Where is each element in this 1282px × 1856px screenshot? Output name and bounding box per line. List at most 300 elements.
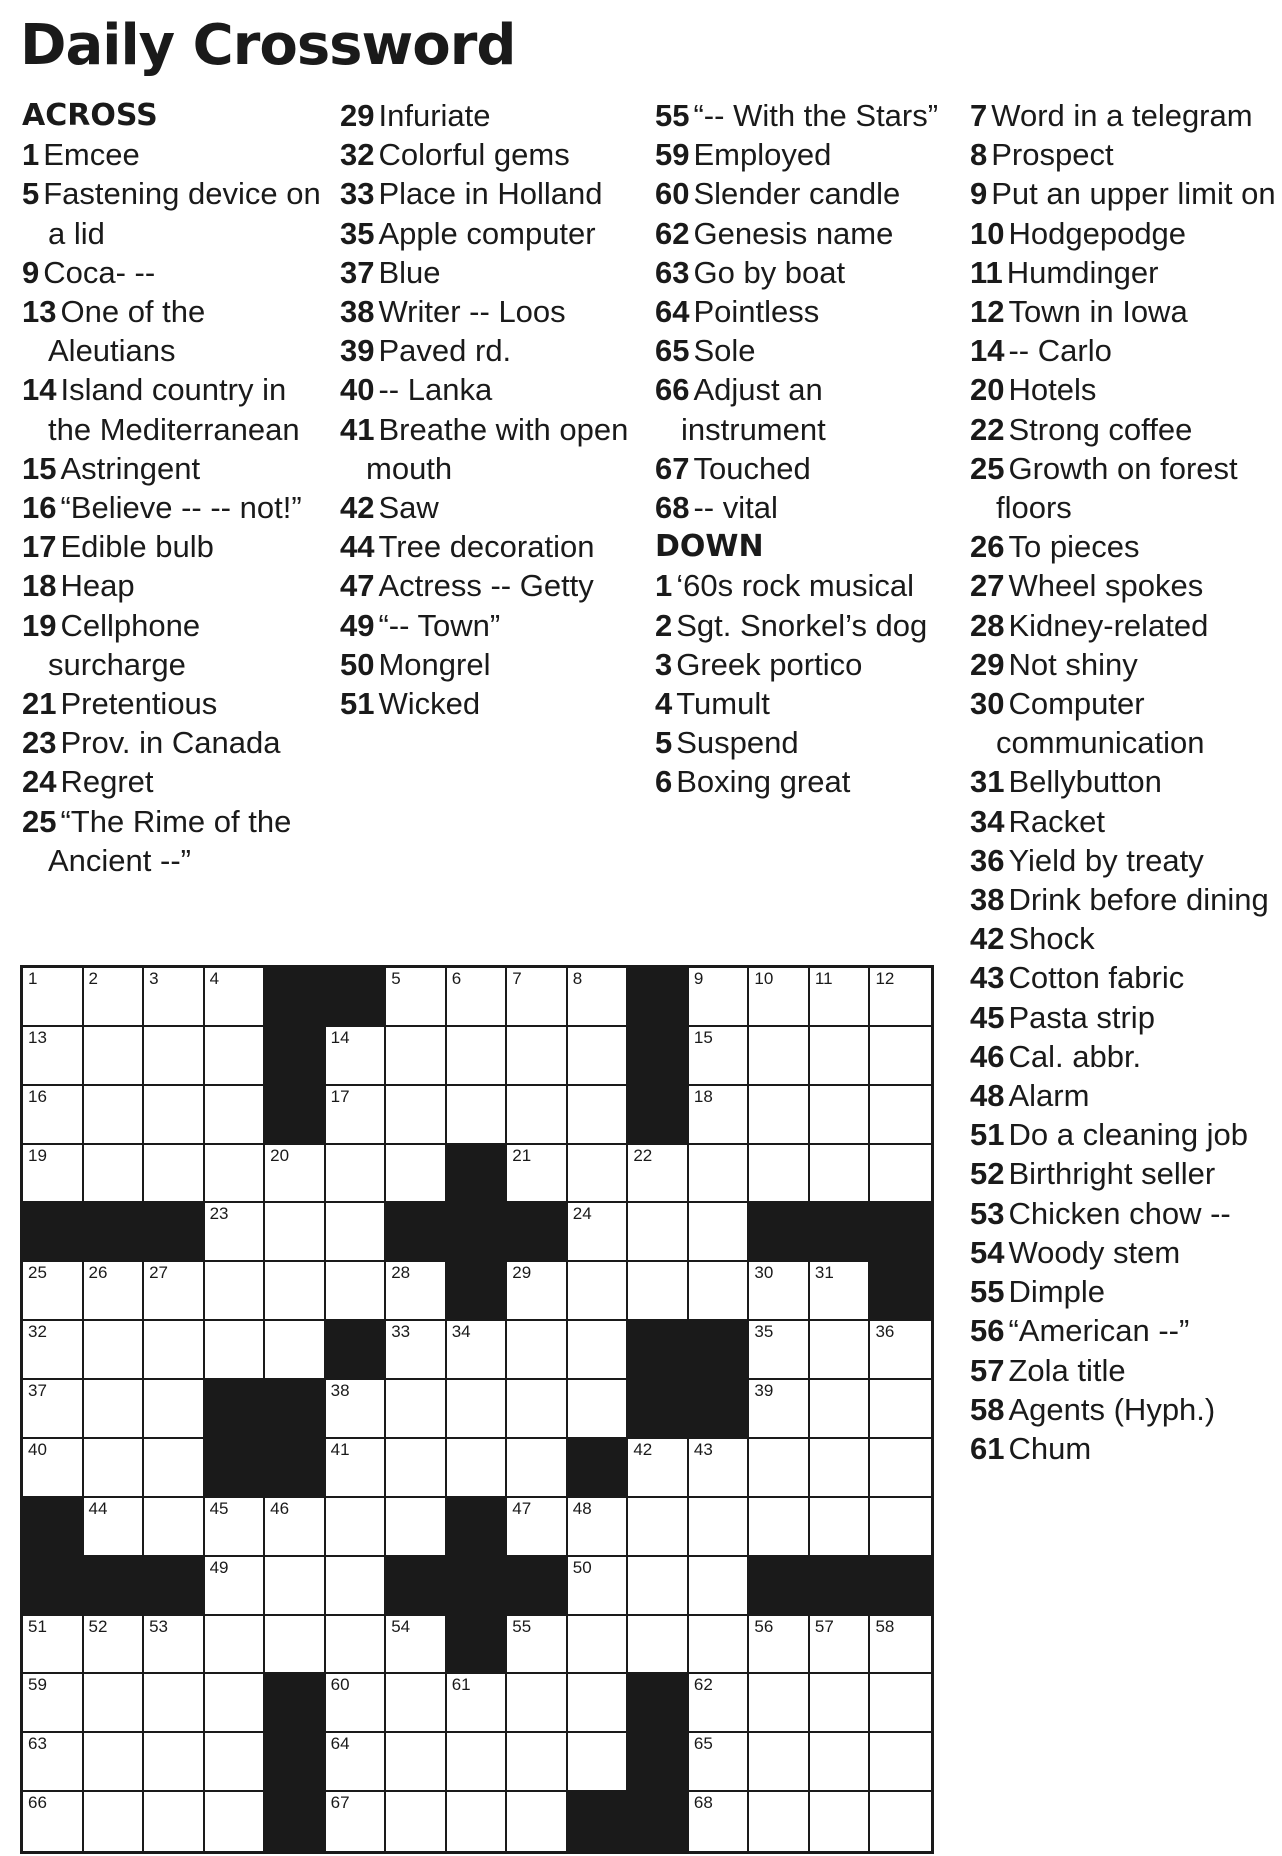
down-clue-43[interactable] xyxy=(970,958,1280,997)
grid-cell[interactable] xyxy=(447,1674,508,1733)
grid-cell[interactable] xyxy=(870,1380,931,1439)
down-clue-54[interactable] xyxy=(970,1233,1280,1272)
grid-cell[interactable] xyxy=(386,968,447,1027)
grid-cell[interactable] xyxy=(386,1439,447,1498)
clue-text: Sole xyxy=(693,333,756,369)
across-clue-42[interactable] xyxy=(340,488,640,527)
cell-number: 10 xyxy=(754,969,774,988)
cell-number: 9 xyxy=(693,969,704,988)
grid-cell[interactable] xyxy=(870,1027,931,1086)
grid-cell[interactable] xyxy=(810,1792,871,1851)
down-clue-30[interactable] xyxy=(970,684,1280,762)
clue-text: Paved rd. xyxy=(378,333,512,369)
grid-cell[interactable] xyxy=(870,1321,931,1380)
grid-cell[interactable] xyxy=(144,1321,205,1380)
across-clue-19[interactable] xyxy=(22,606,322,684)
grid-cell[interactable] xyxy=(568,1733,629,1792)
grid-cell[interactable] xyxy=(749,1380,810,1439)
grid-cell[interactable] xyxy=(870,1086,931,1145)
clue-number: 37 xyxy=(340,254,375,290)
down-clue-48[interactable] xyxy=(970,1076,1280,1115)
down-clue-5[interactable] xyxy=(655,723,955,762)
grid-cell[interactable] xyxy=(870,1733,931,1792)
grid-cell-black xyxy=(628,1027,689,1086)
grid-cell[interactable] xyxy=(870,1616,931,1675)
grid-cell[interactable] xyxy=(23,1262,84,1321)
clue-text: Word in a telegram xyxy=(991,98,1253,133)
grid-cell[interactable] xyxy=(23,1321,84,1380)
down-clue-4[interactable] xyxy=(655,684,955,723)
clue-number: 55 xyxy=(655,98,690,133)
grid-cell[interactable] xyxy=(265,1616,326,1675)
grid-cell[interactable] xyxy=(689,1203,750,1262)
grid-cell[interactable] xyxy=(386,1792,447,1851)
grid-cell[interactable] xyxy=(386,1262,447,1321)
grid-cell[interactable] xyxy=(265,1557,326,1616)
grid-cell[interactable] xyxy=(568,1027,629,1086)
across-clue-65[interactable] xyxy=(655,331,955,370)
across-clue-15[interactable] xyxy=(22,449,322,488)
grid-cell[interactable] xyxy=(810,1262,871,1321)
grid-cell[interactable] xyxy=(749,1027,810,1086)
across-clue-37[interactable] xyxy=(340,253,640,292)
down-clue-20[interactable] xyxy=(970,370,1280,409)
grid-cell[interactable] xyxy=(870,1498,931,1557)
grid-cell[interactable] xyxy=(749,1616,810,1675)
grid-cell[interactable] xyxy=(689,968,750,1027)
grid-cell[interactable] xyxy=(749,1262,810,1321)
grid-cell[interactable] xyxy=(507,1674,568,1733)
down-clue-38[interactable] xyxy=(970,880,1280,919)
grid-cell[interactable] xyxy=(326,1557,387,1616)
grid-cell[interactable] xyxy=(205,1086,266,1145)
grid-cell[interactable] xyxy=(749,1321,810,1380)
grid-cell[interactable] xyxy=(870,1674,931,1733)
grid-cell[interactable] xyxy=(870,1145,931,1204)
across-clue-39[interactable] xyxy=(340,331,640,370)
grid-cell[interactable] xyxy=(23,1027,84,1086)
clue-number: 44 xyxy=(340,529,375,565)
across-clue-24[interactable] xyxy=(22,762,322,801)
grid-cell[interactable] xyxy=(507,1792,568,1851)
across-clue-60[interactable] xyxy=(655,174,955,213)
grid-cell[interactable] xyxy=(84,1792,145,1851)
grid-cell[interactable] xyxy=(265,1203,326,1262)
clue-number: 2 xyxy=(655,607,673,643)
clue-number: 38 xyxy=(970,882,1005,918)
grid-cell-black xyxy=(265,1380,326,1439)
cell-number: 35 xyxy=(754,1322,774,1342)
down-clue-14[interactable] xyxy=(970,331,1280,370)
grid-cell[interactable] xyxy=(386,1086,447,1145)
grid-cell[interactable] xyxy=(568,1674,629,1733)
grid-cell[interactable] xyxy=(507,968,568,1027)
grid-cell[interactable] xyxy=(205,1321,266,1380)
across-clue-1[interactable] xyxy=(22,135,322,174)
down-clue-12[interactable] xyxy=(970,292,1280,331)
grid-cell[interactable] xyxy=(84,1439,145,1498)
down-clue-51[interactable] xyxy=(970,1115,1280,1154)
down-clue-3[interactable] xyxy=(655,645,955,684)
across-clue-16[interactable] xyxy=(22,488,322,527)
down-clue-52[interactable] xyxy=(970,1154,1280,1193)
grid-cell[interactable] xyxy=(205,1145,266,1204)
across-clue-21[interactable] xyxy=(22,684,322,723)
across-clue-68[interactable] xyxy=(655,488,955,527)
across-clue-35[interactable] xyxy=(340,214,640,253)
grid-cell[interactable] xyxy=(568,1380,629,1439)
grid-cell[interactable] xyxy=(326,1674,387,1733)
down-clue-57[interactable] xyxy=(970,1351,1280,1390)
cell-number: 33 xyxy=(391,1322,411,1342)
grid-cell[interactable] xyxy=(870,1439,931,1498)
down-clue-36[interactable] xyxy=(970,841,1280,880)
grid-cell[interactable] xyxy=(507,1321,568,1380)
across-clue-67[interactable] xyxy=(655,449,955,488)
down-clue-2[interactable] xyxy=(655,606,955,645)
grid-cell[interactable] xyxy=(447,1027,508,1086)
grid-cell[interactable] xyxy=(23,968,84,1027)
across-clue-33[interactable] xyxy=(340,174,640,213)
down-clue-6[interactable] xyxy=(655,762,955,801)
down-clue-53[interactable] xyxy=(970,1194,1280,1233)
down-clue-8[interactable] xyxy=(970,135,1280,174)
grid-cell[interactable] xyxy=(205,1792,266,1851)
grid-cell[interactable] xyxy=(326,1380,387,1439)
down-clue-28[interactable] xyxy=(970,606,1280,645)
down-clue-9[interactable] xyxy=(970,174,1280,213)
grid-cell[interactable] xyxy=(689,1027,750,1086)
across-clue-17[interactable] xyxy=(22,527,322,566)
grid-cell[interactable] xyxy=(84,1145,145,1204)
down-clue-27[interactable] xyxy=(970,566,1280,605)
grid-cell-black xyxy=(628,1086,689,1145)
grid-cell[interactable] xyxy=(144,1262,205,1321)
grid-cell[interactable] xyxy=(84,968,145,1027)
grid-cell[interactable] xyxy=(386,1733,447,1792)
across-clue-66[interactable] xyxy=(655,370,955,448)
grid-cell[interactable] xyxy=(84,1321,145,1380)
grid-cell[interactable] xyxy=(689,1557,750,1616)
down-clue-7[interactable] xyxy=(970,96,1280,135)
grid-cell[interactable] xyxy=(205,1674,266,1733)
grid-cell[interactable] xyxy=(749,1439,810,1498)
grid-cell[interactable] xyxy=(144,1027,205,1086)
grid-cell-black xyxy=(447,1203,508,1262)
clue-text: “Believe -- -- not!” xyxy=(60,490,302,526)
clue-number: 52 xyxy=(970,1156,1005,1192)
grid-cell[interactable] xyxy=(568,1498,629,1557)
grid-cell[interactable] xyxy=(144,1380,205,1439)
cell-number: 16 xyxy=(28,1086,47,1106)
grid-cell[interactable] xyxy=(386,1616,447,1675)
grid-cell[interactable] xyxy=(507,1439,568,1498)
across-clue-9[interactable] xyxy=(22,253,322,292)
grid-cell[interactable] xyxy=(628,1498,689,1557)
grid-cell[interactable] xyxy=(810,1616,871,1675)
grid-cell[interactable] xyxy=(568,1321,629,1380)
clue-number: 22 xyxy=(970,411,1005,447)
grid-cell[interactable] xyxy=(386,1145,447,1204)
grid-cell[interactable] xyxy=(689,1086,750,1145)
grid-cell[interactable] xyxy=(144,1792,205,1851)
down-clue-25[interactable] xyxy=(970,449,1280,527)
across-clue-51[interactable] xyxy=(340,684,640,723)
grid-cell[interactable] xyxy=(749,1145,810,1204)
clue-number: 60 xyxy=(655,176,690,212)
grid-cell[interactable] xyxy=(205,1027,266,1086)
clue-text: Bellybutton xyxy=(1008,764,1162,800)
across-clue-14[interactable] xyxy=(22,370,322,448)
across-clue-18[interactable] xyxy=(22,566,322,605)
cell-number: 14 xyxy=(330,1027,350,1047)
grid-cell[interactable] xyxy=(689,1439,750,1498)
grid-cell[interactable] xyxy=(810,1027,871,1086)
grid-cell[interactable] xyxy=(84,1086,145,1145)
grid-cell[interactable] xyxy=(205,1262,266,1321)
across-clue-23[interactable] xyxy=(22,723,322,762)
cell-number: 26 xyxy=(88,1263,108,1283)
grid-cell[interactable] xyxy=(749,1498,810,1557)
across-clue-55[interactable] xyxy=(655,96,955,135)
grid-cell-black xyxy=(749,1203,810,1262)
across-clue-44[interactable] xyxy=(340,527,640,566)
across-clue-25[interactable] xyxy=(22,802,322,880)
clue-number: 21 xyxy=(22,686,57,722)
grid-cell[interactable] xyxy=(628,1262,689,1321)
down-clue-56[interactable] xyxy=(970,1311,1280,1350)
grid-cell[interactable] xyxy=(749,1733,810,1792)
grid-cell[interactable] xyxy=(386,1321,447,1380)
grid-cell[interactable] xyxy=(84,1027,145,1086)
clue-number: 46 xyxy=(970,1038,1005,1074)
grid-cell[interactable] xyxy=(265,1262,326,1321)
grid-cell[interactable] xyxy=(810,1733,871,1792)
grid-cell[interactable] xyxy=(568,1557,629,1616)
across-clue-5[interactable] xyxy=(22,174,322,252)
grid-cell[interactable] xyxy=(507,1498,568,1557)
grid-cell[interactable] xyxy=(265,1321,326,1380)
cell-number: 1 xyxy=(28,969,38,988)
grid-cell[interactable] xyxy=(749,1086,810,1145)
grid-cell[interactable] xyxy=(568,1086,629,1145)
grid-cell[interactable] xyxy=(810,1674,871,1733)
grid-cell[interactable] xyxy=(84,1674,145,1733)
grid-cell[interactable] xyxy=(447,1380,508,1439)
grid-cell[interactable] xyxy=(386,1027,447,1086)
grid-cell[interactable] xyxy=(326,1203,387,1262)
grid-cell[interactable] xyxy=(689,1792,750,1851)
grid-cell[interactable] xyxy=(689,1733,750,1792)
grid-cell[interactable] xyxy=(205,1498,266,1557)
grid-cell[interactable] xyxy=(144,1616,205,1675)
down-clue-61[interactable] xyxy=(970,1429,1280,1468)
grid-cell[interactable] xyxy=(265,1145,326,1204)
down-clue-29[interactable] xyxy=(970,645,1280,684)
grid-cell[interactable] xyxy=(326,1439,387,1498)
grid-cell[interactable] xyxy=(326,1733,387,1792)
across-clue-41[interactable] xyxy=(340,410,640,488)
grid-cell[interactable] xyxy=(326,1792,387,1851)
down-clue-10[interactable] xyxy=(970,214,1280,253)
grid-cell[interactable] xyxy=(84,1498,145,1557)
grid-cell[interactable] xyxy=(810,1145,871,1204)
clue-number: 42 xyxy=(970,921,1005,957)
across-clue-63[interactable] xyxy=(655,253,955,292)
grid-cell[interactable] xyxy=(749,1792,810,1851)
grid-cell[interactable] xyxy=(810,1380,871,1439)
down-clue-55[interactable] xyxy=(970,1272,1280,1311)
grid-cell[interactable] xyxy=(689,1674,750,1733)
down-clue-46[interactable] xyxy=(970,1037,1280,1076)
grid-cell[interactable] xyxy=(23,1086,84,1145)
grid-cell[interactable] xyxy=(447,968,508,1027)
grid-cell[interactable] xyxy=(628,1145,689,1204)
grid-cell[interactable] xyxy=(689,1262,750,1321)
grid-cell[interactable] xyxy=(749,968,810,1027)
grid-cell[interactable] xyxy=(689,1616,750,1675)
grid-cell[interactable] xyxy=(23,1616,84,1675)
grid-cell[interactable] xyxy=(689,1145,750,1204)
grid-cell[interactable] xyxy=(326,1027,387,1086)
down-clue-45[interactable] xyxy=(970,998,1280,1037)
down-clue-22[interactable] xyxy=(970,410,1280,449)
grid-cell[interactable] xyxy=(507,1733,568,1792)
grid-cell[interactable] xyxy=(507,1616,568,1675)
grid-cell[interactable] xyxy=(144,1674,205,1733)
grid-cell[interactable] xyxy=(23,1792,84,1851)
across-clue-38[interactable] xyxy=(340,292,640,331)
grid-cell[interactable] xyxy=(386,1498,447,1557)
grid-cell[interactable] xyxy=(144,1145,205,1204)
clue-number: 9 xyxy=(970,176,988,212)
grid-cell[interactable] xyxy=(568,1616,629,1675)
grid-cell[interactable] xyxy=(326,1498,387,1557)
grid-cell[interactable] xyxy=(749,1674,810,1733)
grid-cell[interactable] xyxy=(810,1498,871,1557)
grid-cell[interactable] xyxy=(568,1203,629,1262)
grid-cell[interactable] xyxy=(84,1380,145,1439)
grid-cell[interactable] xyxy=(326,1086,387,1145)
grid-cell[interactable] xyxy=(205,968,266,1027)
grid-cell[interactable] xyxy=(205,1557,266,1616)
grid-cell[interactable] xyxy=(144,1498,205,1557)
across-clue-32[interactable] xyxy=(340,135,640,174)
grid-cell[interactable] xyxy=(326,1616,387,1675)
down-clue-31[interactable] xyxy=(970,762,1280,801)
grid-cell[interactable] xyxy=(507,1380,568,1439)
clue-text: Cal. abbr. xyxy=(1008,1038,1142,1074)
grid-cell[interactable] xyxy=(870,1792,931,1851)
down-clue-11[interactable] xyxy=(970,253,1280,292)
grid-cell[interactable] xyxy=(810,1439,871,1498)
grid-cell[interactable] xyxy=(326,1145,387,1204)
down-clue-26[interactable] xyxy=(970,527,1280,566)
cell-number: 20 xyxy=(270,1145,290,1165)
grid-cell[interactable] xyxy=(507,1086,568,1145)
down-clue-1[interactable] xyxy=(655,566,955,605)
across-clue-47[interactable] xyxy=(340,566,640,605)
across-clue-62[interactable] xyxy=(655,214,955,253)
across-clue-49[interactable] xyxy=(340,606,640,645)
grid-cell[interactable] xyxy=(144,1086,205,1145)
grid-cell-black xyxy=(447,1262,508,1321)
across-clue-59[interactable] xyxy=(655,135,955,174)
down-clue-58[interactable] xyxy=(970,1390,1280,1429)
grid-cell[interactable] xyxy=(628,1439,689,1498)
across-clue-40[interactable] xyxy=(340,370,640,409)
grid-cell[interactable] xyxy=(568,1262,629,1321)
clue-number: 27 xyxy=(970,568,1005,604)
grid-cell[interactable] xyxy=(23,1733,84,1792)
grid-cell[interactable] xyxy=(568,1145,629,1204)
grid-cell[interactable] xyxy=(144,1733,205,1792)
grid-cell[interactable] xyxy=(507,1262,568,1321)
grid-cell[interactable] xyxy=(689,1498,750,1557)
grid-cell[interactable] xyxy=(810,1321,871,1380)
grid-cell[interactable] xyxy=(84,1733,145,1792)
grid-cell[interactable] xyxy=(84,1262,145,1321)
grid-cell[interactable] xyxy=(205,1203,266,1262)
grid-cell[interactable] xyxy=(205,1616,266,1675)
clue-text: Island country in the Mediterranean xyxy=(48,372,300,447)
grid-cell[interactable] xyxy=(144,968,205,1027)
grid-cell[interactable] xyxy=(265,1498,326,1557)
grid-cell[interactable] xyxy=(628,1616,689,1675)
across-clue-50[interactable] xyxy=(340,645,640,684)
grid-cell-black xyxy=(689,1380,750,1439)
cell-number: 53 xyxy=(149,1616,168,1636)
grid-cell-black xyxy=(628,968,689,1027)
across-clue-13[interactable] xyxy=(22,292,322,370)
grid-cell[interactable] xyxy=(568,968,629,1027)
grid-cell[interactable] xyxy=(447,1792,508,1851)
clue-number: 29 xyxy=(970,646,1005,682)
grid-cell[interactable] xyxy=(628,1557,689,1616)
grid-cell[interactable] xyxy=(810,968,871,1027)
grid-cell[interactable] xyxy=(386,1674,447,1733)
grid-cell[interactable] xyxy=(628,1203,689,1262)
clue-number: 24 xyxy=(22,764,57,800)
cell-number: 67 xyxy=(330,1793,350,1813)
grid-cell[interactable] xyxy=(507,1145,568,1204)
grid-cell[interactable] xyxy=(870,968,931,1027)
grid-cell[interactable] xyxy=(447,1439,508,1498)
grid-cell[interactable] xyxy=(447,1733,508,1792)
grid-cell[interactable] xyxy=(507,1027,568,1086)
across-clue-64[interactable] xyxy=(655,292,955,331)
grid-cell[interactable] xyxy=(23,1439,84,1498)
clue-text: Yield by treaty xyxy=(1008,842,1204,878)
grid-cell[interactable] xyxy=(84,1616,145,1675)
grid-cell[interactable] xyxy=(23,1145,84,1204)
clue-text: Actress -- Getty xyxy=(378,568,594,604)
clue-text: -- Carlo xyxy=(1008,333,1112,369)
grid-cell[interactable] xyxy=(447,1086,508,1145)
grid-cell[interactable] xyxy=(23,1380,84,1439)
grid-cell[interactable] xyxy=(386,1380,447,1439)
grid-cell[interactable] xyxy=(326,1262,387,1321)
across-clue-29[interactable] xyxy=(340,96,640,135)
grid-cell[interactable] xyxy=(205,1733,266,1792)
down-clue-42[interactable] xyxy=(970,919,1280,958)
grid-cell[interactable] xyxy=(144,1439,205,1498)
grid-cell[interactable] xyxy=(23,1674,84,1733)
grid-cell[interactable] xyxy=(447,1321,508,1380)
grid-cell[interactable] xyxy=(810,1086,871,1145)
grid-cell-black xyxy=(265,1792,326,1851)
down-clue-34[interactable] xyxy=(970,802,1280,841)
